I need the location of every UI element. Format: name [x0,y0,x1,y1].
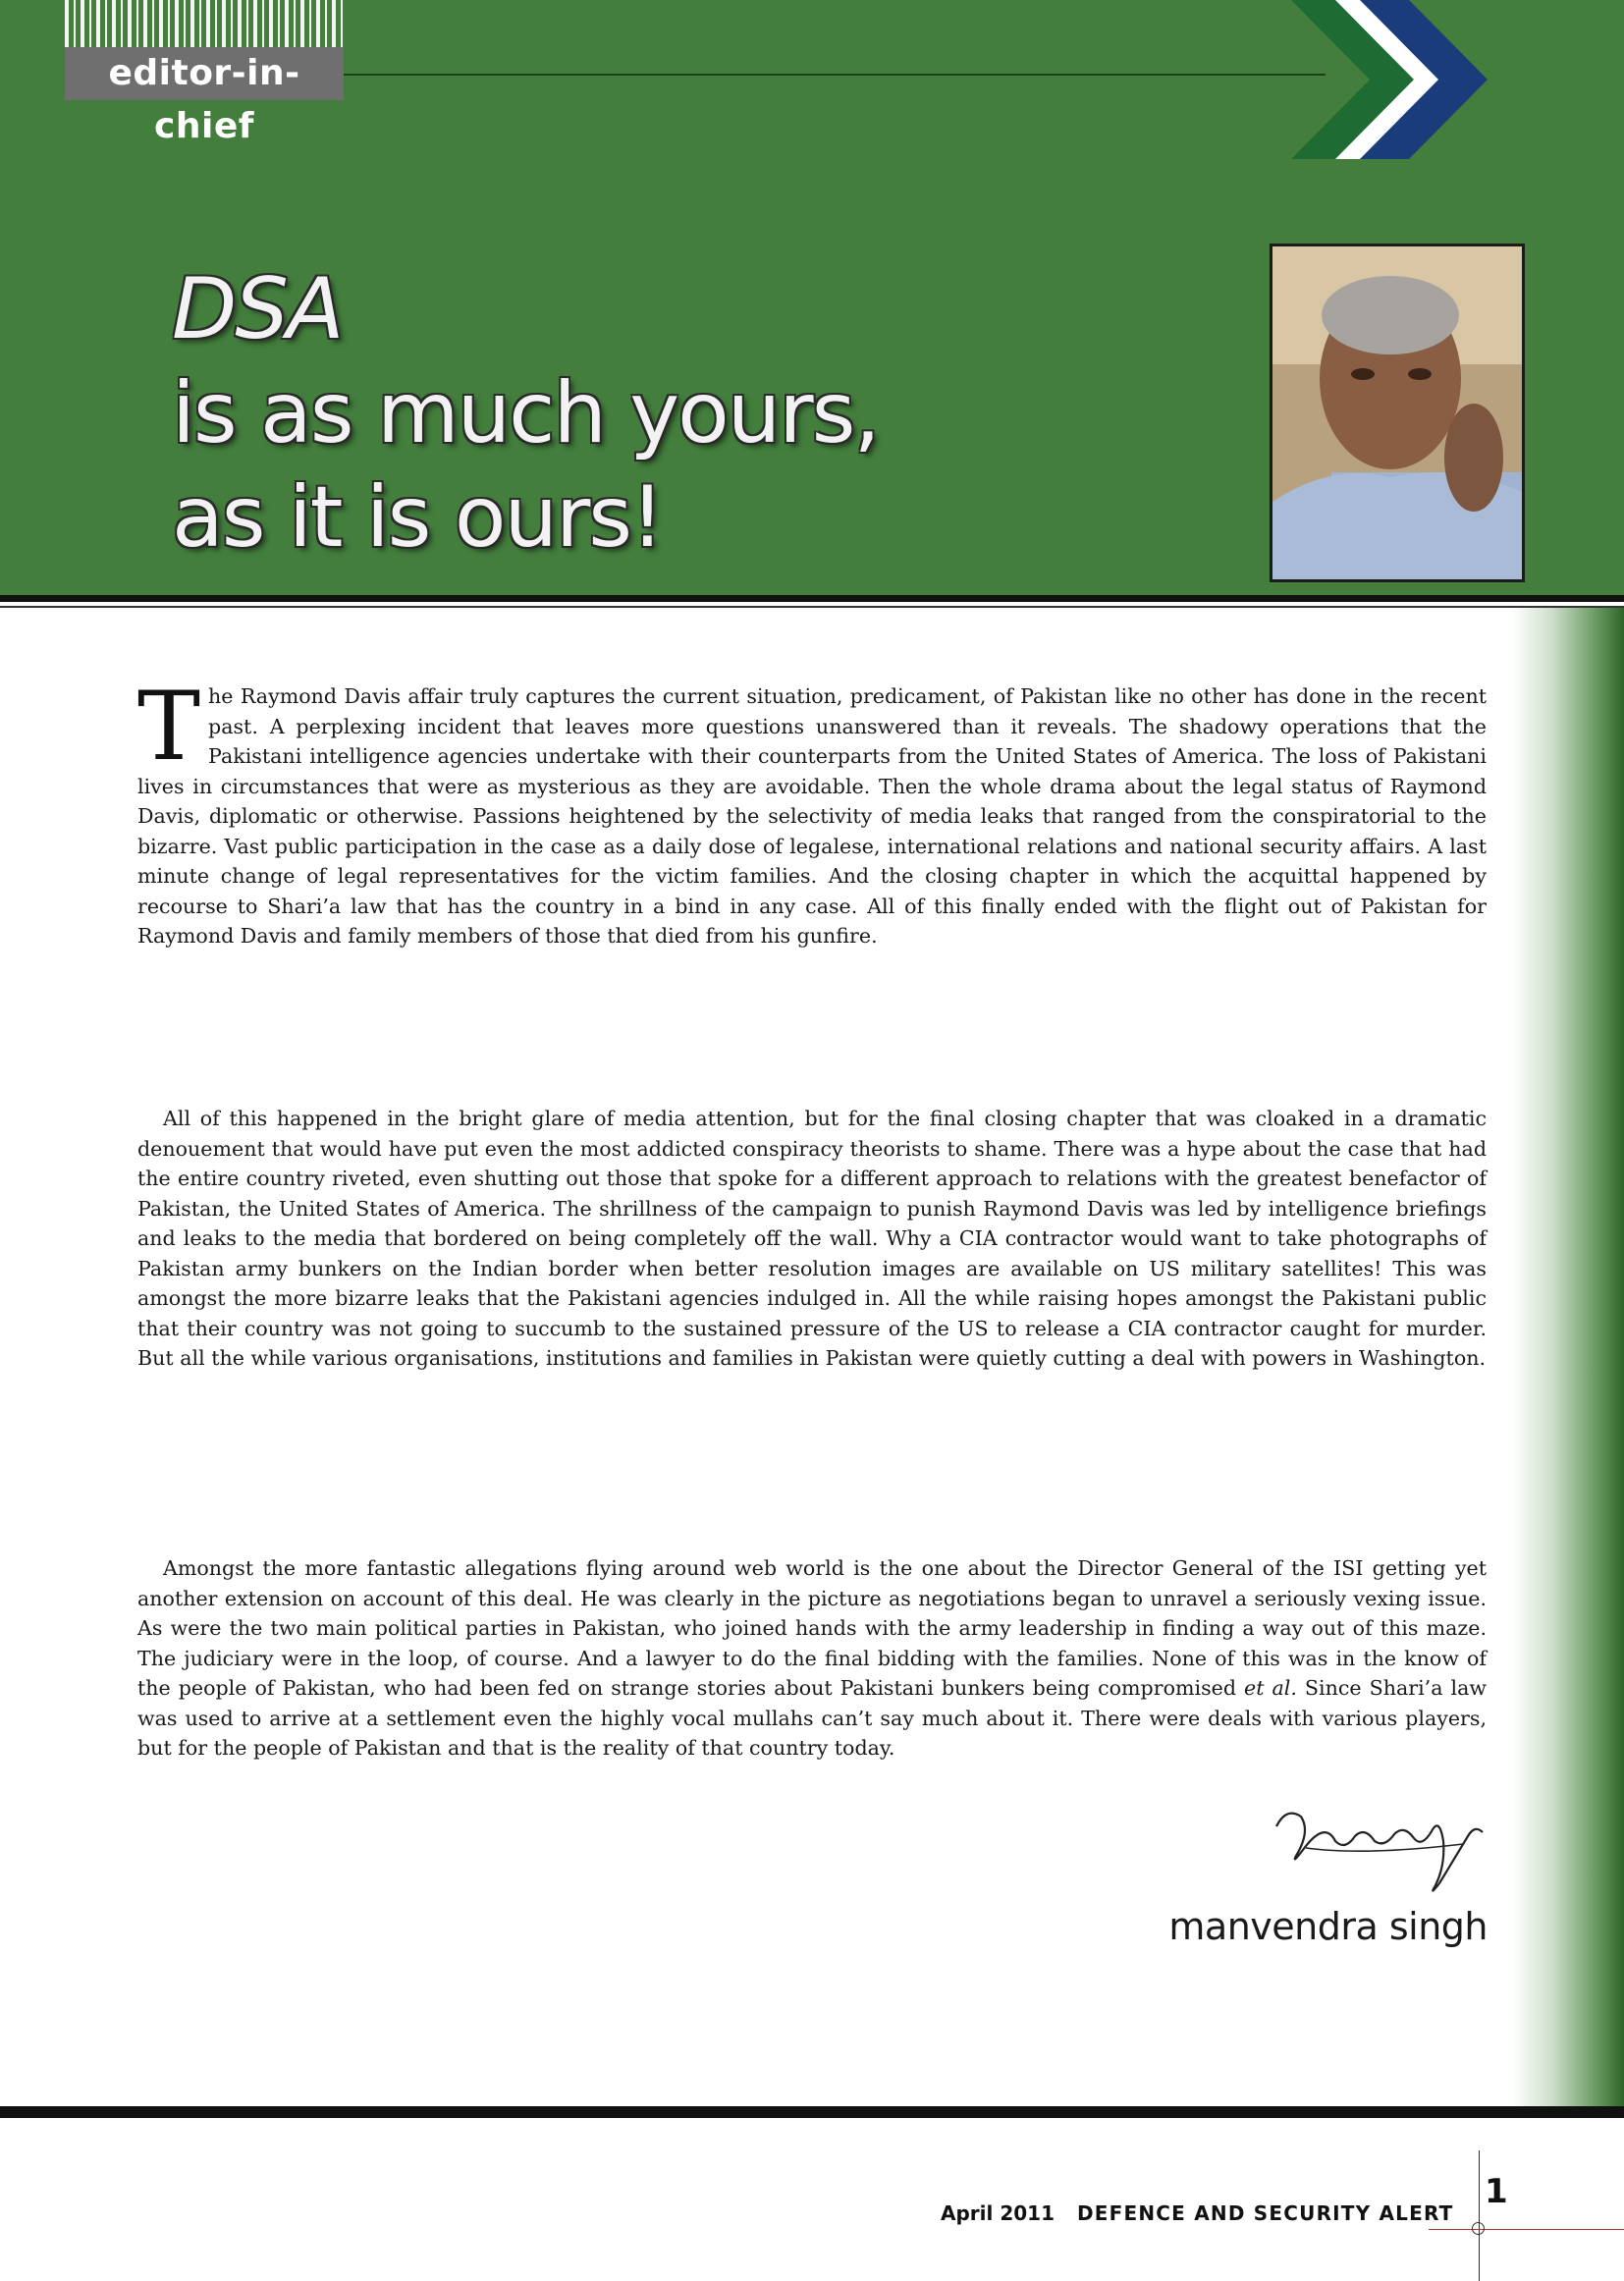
author-photo [1270,244,1525,582]
crop-mark-horizontal [1429,2229,1624,2230]
headline [172,257,1056,570]
header-divider-thin [0,606,1624,608]
page-number: 1 [1485,2172,1508,2211]
chevron-arrow-icon [1276,0,1492,159]
article-paragraph-1: The Raymond Davis affair truly captures the current situation, predicament, of Pakistan like no other has done in the recent past. A perplexing incident that leaves more questions unanswered than it reveals. The shadowy operations that the Pakistani intelligence agencies undertake with their counterparts from the United States of America. The loss of Pakistani lives in circumstances that were as mysterious as they are avoidable. Then the whole drama about the legal status of Raymond Davis, diplomatic or otherwise. Passions heightened by the selectivity of media leaks that ranged from the conspiratorial to the bizarre. Vast public participation in the case as a daily dose of legalese, international relations and national security affairs. A last minute change of legal representatives for the victim families. And the closing chapter in which the acquittal happened by recourse to Shari’a law that has the country in a bind in any case. All of this finally ended with the flight out of Pakistan for Raymond Davis and family members of those that died from his gunfire. [137,672,1487,948]
header-rule [344,74,1326,76]
article-paragraph-3: Amongst the more fantastic allegations flying around web world is the one about the Director General of the ISI getting yet another extension on account of this deal. He was clearly in the picture as negotiations began to unravel a seriously vexing issue. As were the two main political parties in Pakistan, who joined hands with the army leadership in finding a way out of this maze. The judiciary were in the loop, of course. And a lawyer to do the final bidding with the families. None of this was in the know of the people of Pakistan, who had been fed on strange stories about Pakistani bunkers being compromised et al. Since Shari’a law was used to arrive at a settlement even the highly vocal mullahs can’t say much about it. There were deals with various players, but for the people of Pakistan and that is the reality of that country today. [137,1556,1488,1760]
section-label: editor-in-chief [65,47,344,100]
headline-line-3: as it is ours! [172,468,663,567]
headline-line-2: is as much yours, [172,364,879,462]
headline-line-1: DSA [172,260,343,358]
signature-image [1267,1787,1492,1905]
author-name: manvendra singh [1168,1905,1488,1948]
issue-date: April 2011 [941,2201,1055,2225]
crop-mark-vertical [1479,2150,1480,2281]
footer-line [941,2201,1454,2225]
article-paragraph-2: All of this happened in the bright glare of media attention, but for the final closing chapter that was cloaked in a dramatic denouement that would have put even the most addicted conspiracy theorists to shame. There was a hype about the case that had the entire country riveted, even shutting out those that spoke for a different approach to relations with the greatest benefactor of Pakistan, the United States of America. The shrillness of the campaign to punish Raymond Davis was led by intelligence briefings and leaks to the media that bordered on being completely off the wall. Why a CIA contractor would want to take photographs of Pakistan army bunkers on the Indian border when better resolution images are available on US military satellites! This was amongst the more bizarre leaks that the Pakistani agencies indulged in. All the while raising hopes amongst the Pakistani public that their country was not going to succumb to the sustained pressure of the US to release a CIA contractor caught for murder. But all the while various organisations, institutions and families in Pakistan were quietly cutting a deal with powers in Washington. [137,1107,1487,1370]
header-band [0,0,1624,597]
side-gradient-strip [1512,608,1624,2107]
registration-mark-icon [1472,2222,1485,2235]
portrait-image [1272,246,1522,579]
magazine-name: DEFENCE AND SECURITY ALERT [1076,2201,1454,2225]
barcode-graphic [65,0,344,51]
footer-rule [0,2106,1624,2118]
drop-cap: T [137,672,201,782]
header-divider-thick [0,595,1624,602]
